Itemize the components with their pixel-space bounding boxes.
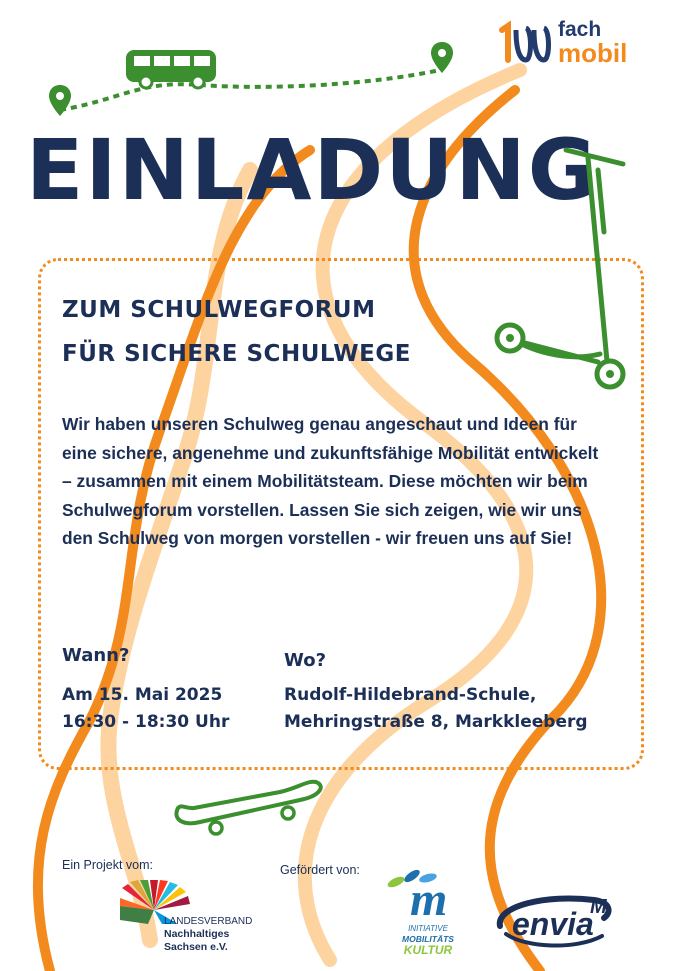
landesverband-line1: LANDESVERBAND <box>164 916 253 927</box>
initiative-text <box>388 924 468 957</box>
landesverband-line3: Sachsen e.V. <box>164 941 228 953</box>
location-pin-icon <box>431 42 453 73</box>
initiative-line2: MOBILITÄTS <box>402 934 454 944</box>
when-date: Am 15. Mai 2025 <box>62 685 223 705</box>
subtitle-line-2: FÜR SICHERE SCHULWEGE <box>62 341 411 367</box>
initiative-mobilitaetskultur-logo <box>380 868 476 960</box>
envia-text: envia <box>512 906 594 942</box>
when-time: 16:30 - 18:30 Uhr <box>62 712 230 732</box>
envia-logo <box>486 892 614 954</box>
location-pin-icon <box>49 85 71 116</box>
where-place: Rudolf-Hildebrand-Schule, <box>284 685 537 705</box>
where-address: Mehringstraße 8, Markkleeberg <box>284 712 588 732</box>
initiative-m-letter: m <box>410 873 448 926</box>
logo-mobil-text: mobil <box>558 38 628 68</box>
skateboard-icon <box>170 778 330 838</box>
logo-100fachmobil <box>498 18 668 73</box>
landesverband-text <box>164 916 252 954</box>
where-label: Wo? <box>284 650 327 671</box>
funded-label: Gefördert von: <box>280 863 360 877</box>
logo-fach-text: fach <box>558 18 602 41</box>
envia-mark: M <box>590 896 607 918</box>
logo-100-mark <box>498 20 558 66</box>
initiative-line1: INITIATIVE <box>408 924 448 933</box>
project-label: Ein Projekt vom: <box>62 858 154 872</box>
scooter-icon <box>488 142 638 392</box>
initiative-line3: KULTUR <box>403 943 453 957</box>
invitation-body-text: Wir haben unseren Schulweg genau angeschaut und Ideen für eine sichere, angenehme und zukunftsfähige Mobilität entwickelt – zusammen mit einem Mobilitätsteam. Diese möchten wir beim Schulwegforum vorstellen. Lassen Sie sich zeigen, wie wir uns den Schulweg von morgen vorstellen - wir freuen uns auf Sie! <box>62 414 599 549</box>
subtitle-line-1: ZUM SCHULWEGFORUM <box>62 297 376 323</box>
bus-icon <box>126 50 216 88</box>
landesverband-line2: Nachhaltiges <box>164 928 230 940</box>
landesverband-logo <box>112 880 272 960</box>
when-label: Wann? <box>62 645 130 666</box>
page-title: EINLADUNG <box>26 121 599 219</box>
route-illustration <box>40 30 460 120</box>
